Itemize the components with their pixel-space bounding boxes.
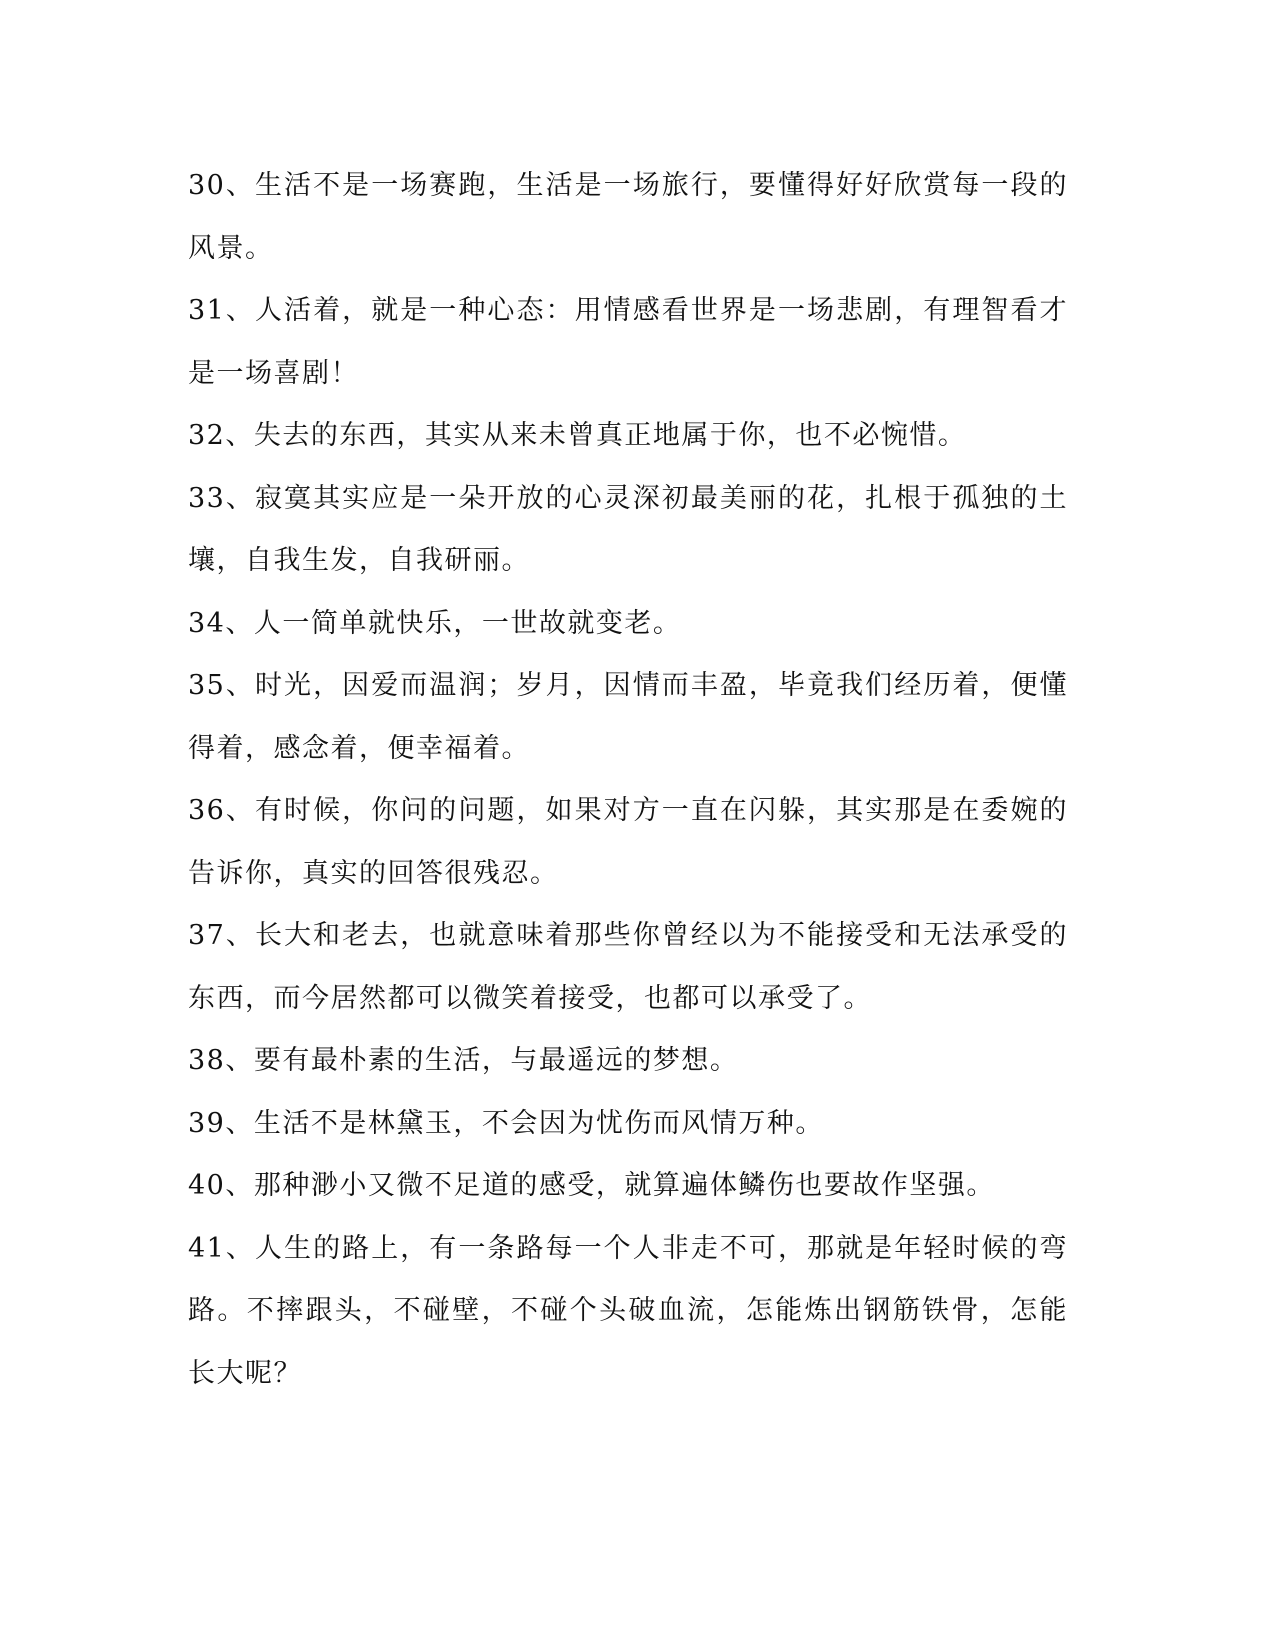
quote-item: 41、人生的路上，有一条路每一个人非走不可，那就是年轻时候的弯路。不摔跟头，不碰壁，不碰个头破血流，怎能炼出钢筋铁骨，怎能长大呢？ <box>188 1232 1068 1389</box>
quote-item: 33、寂寞其实应是一朵开放的心灵深初最美丽的花，扎根于孤独的土壤，自我生发，自我研丽。 <box>188 482 1068 576</box>
quote-item: 37、长大和老去，也就意味着那些你曾经以为不能接受和无法承受的东西，而今居然都可以微笑着接受，也都可以承受了。 <box>188 920 1068 1014</box>
quote-item: 35、时光，因爱而温润；岁月，因情而丰盈，毕竟我们经历着，便懂得着，感念着，便幸福着。 <box>188 670 1068 764</box>
quote-item: 34、人一简单就快乐，一世故就变老。 <box>188 607 682 639</box>
quote-item: 30、生活不是一场赛跑，生活是一场旅行，要懂得好好欣赏每一段的风景。 <box>188 170 1068 264</box>
quote-item: 36、有时候，你问的问题，如果对方一直在闪躲，其实那是在委婉的告诉你，真实的回答很残忍。 <box>188 795 1068 889</box>
quote-item: 38、要有最朴素的生活，与最遥远的梦想。 <box>188 1045 739 1076</box>
quote-item: 32、失去的东西，其实从来未曾真正地属于你，也不必惋惜。 <box>188 420 967 451</box>
quote-list <box>188 155 1068 1405</box>
quote-item: 31、人活着，就是一种心态：用情感看世界是一场悲剧，有理智看才是一场喜剧！ <box>188 295 1068 389</box>
quote-item: 40、那种渺小又微不足道的感受，就算遍体鳞伤也要故作坚强。 <box>188 1170 995 1201</box>
quote-item: 39、生活不是林黛玉，不会因为忧伤而风情万种。 <box>188 1107 824 1139</box>
